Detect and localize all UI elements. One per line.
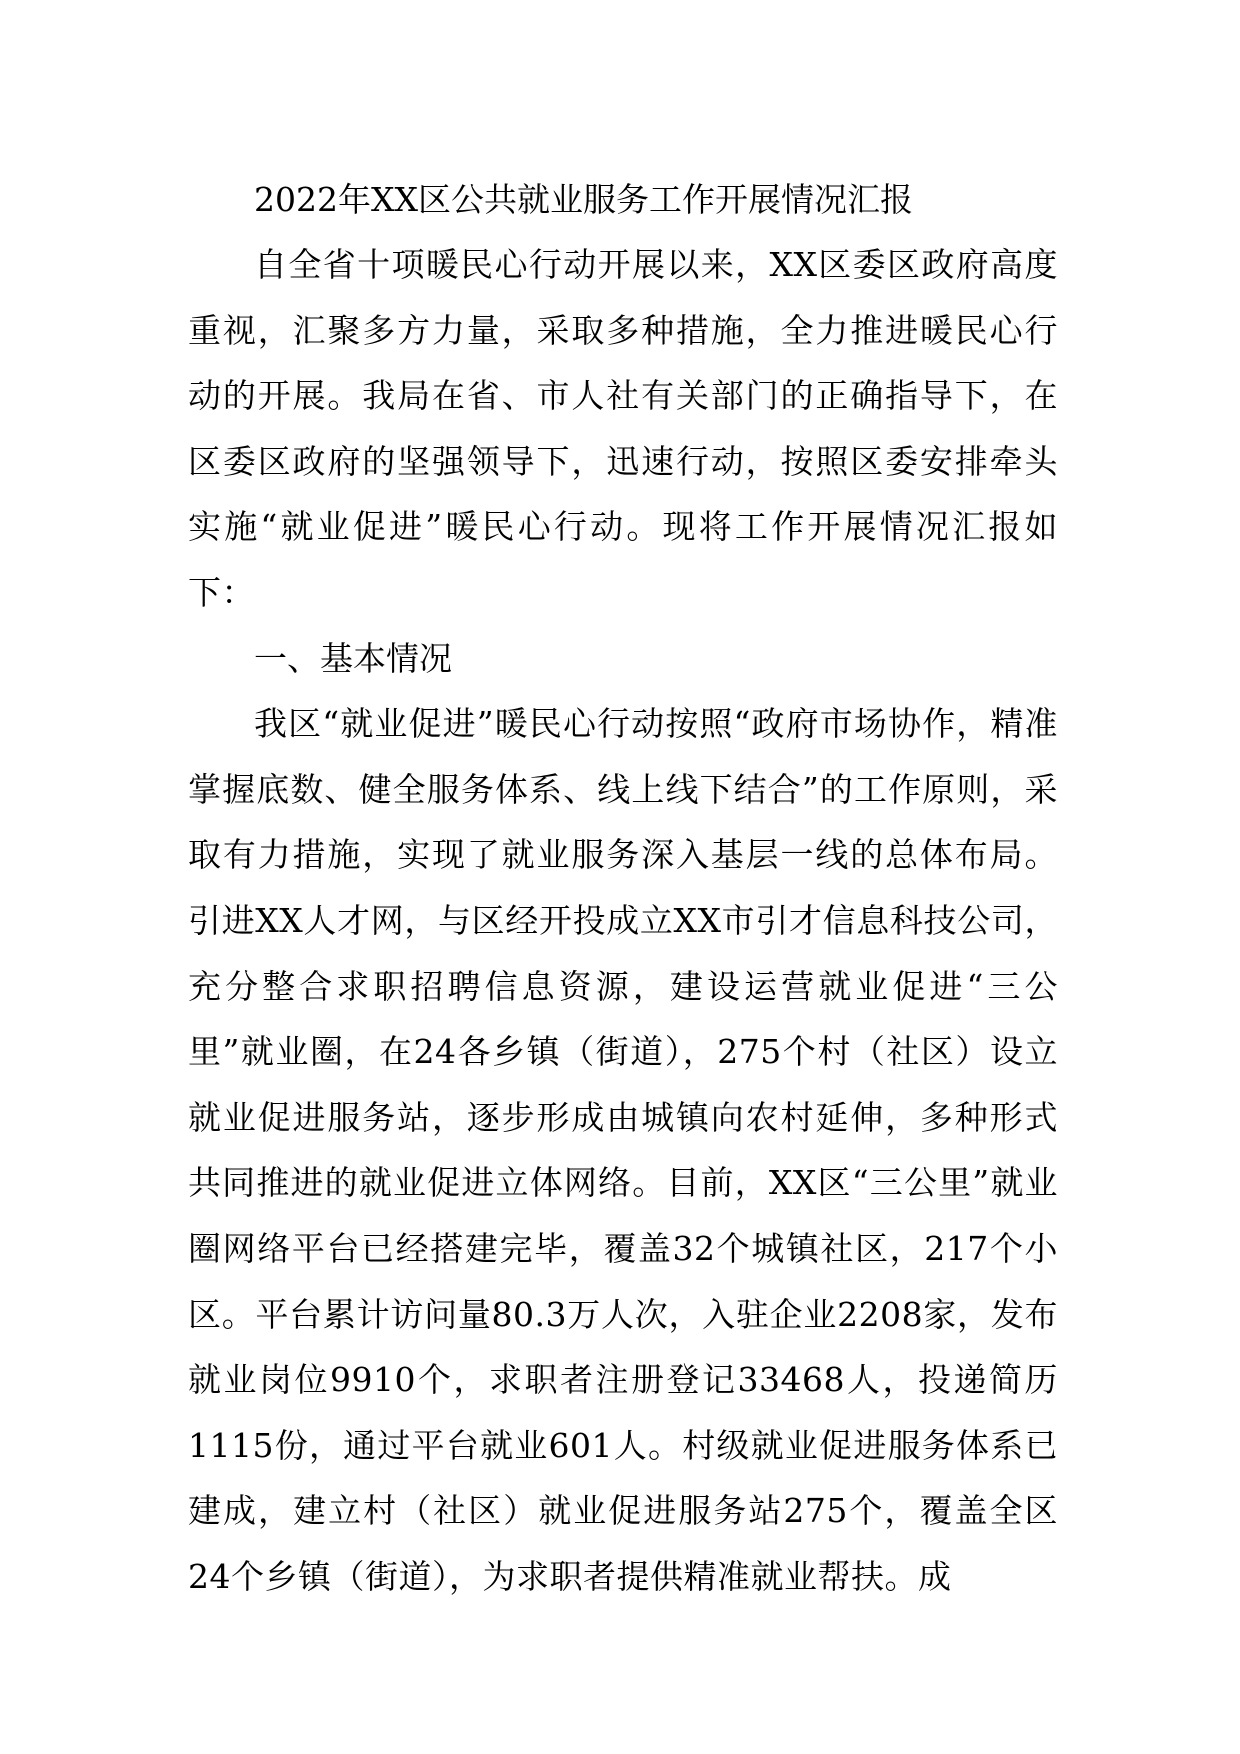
section-paragraph-basic-situation: 我区“就业促进”暖民心行动按照“政府市场协作，精准掌握底数、健全服务体系、线上线下结合”的工作原则，采取有力措施，实现了就业服务深入基层一线的总体布局。引进XX人才网，与区经开投成立XX市引才信息科技公司，充分整合求职招聘信息资源，建设运营就业促进“三公里”就业圈，在24各乡镇（街道），275个村（社区）设立就业促进服务站，逐步形成由城镇向农村延伸，多种形式共同推进的就业促进立体网络。目前，XX区“三公里”就业圈网络平台已经搭建完毕，覆盖32个城镇社区，217个小区。平台累计访问量80.3万人次，入驻企业2208家，发布就业岗位9910个，求职者注册登记33468人，投递简历1115份，通过平台就业601人。村级就业促进服务体系已建成，建立村（社区）就业促进服务站275个，覆盖全区24个乡镇（街道），为求职者提供精准就业帮扶。成 [188, 704, 1058, 1596]
document-title: 2022年XX区公共就业服务工作开展情况汇报 [254, 180, 913, 219]
section-heading-basic-situation: 一、基本情况 [254, 638, 452, 678]
document-body [188, 168, 1058, 1609]
intro-paragraph: 自全省十项暖民心行动开展以来，XX区委区政府高度重视，汇聚多方力量，采取多种措施，全力推进暖民心行动的开展。我局在省、市人社有关部门的正确指导下，在区委区政府的坚强领导下，迅速行动，按照区委安排牵头实施“就业促进”暖民心行动。现将工作开展情况汇报如下： [188, 245, 1058, 612]
